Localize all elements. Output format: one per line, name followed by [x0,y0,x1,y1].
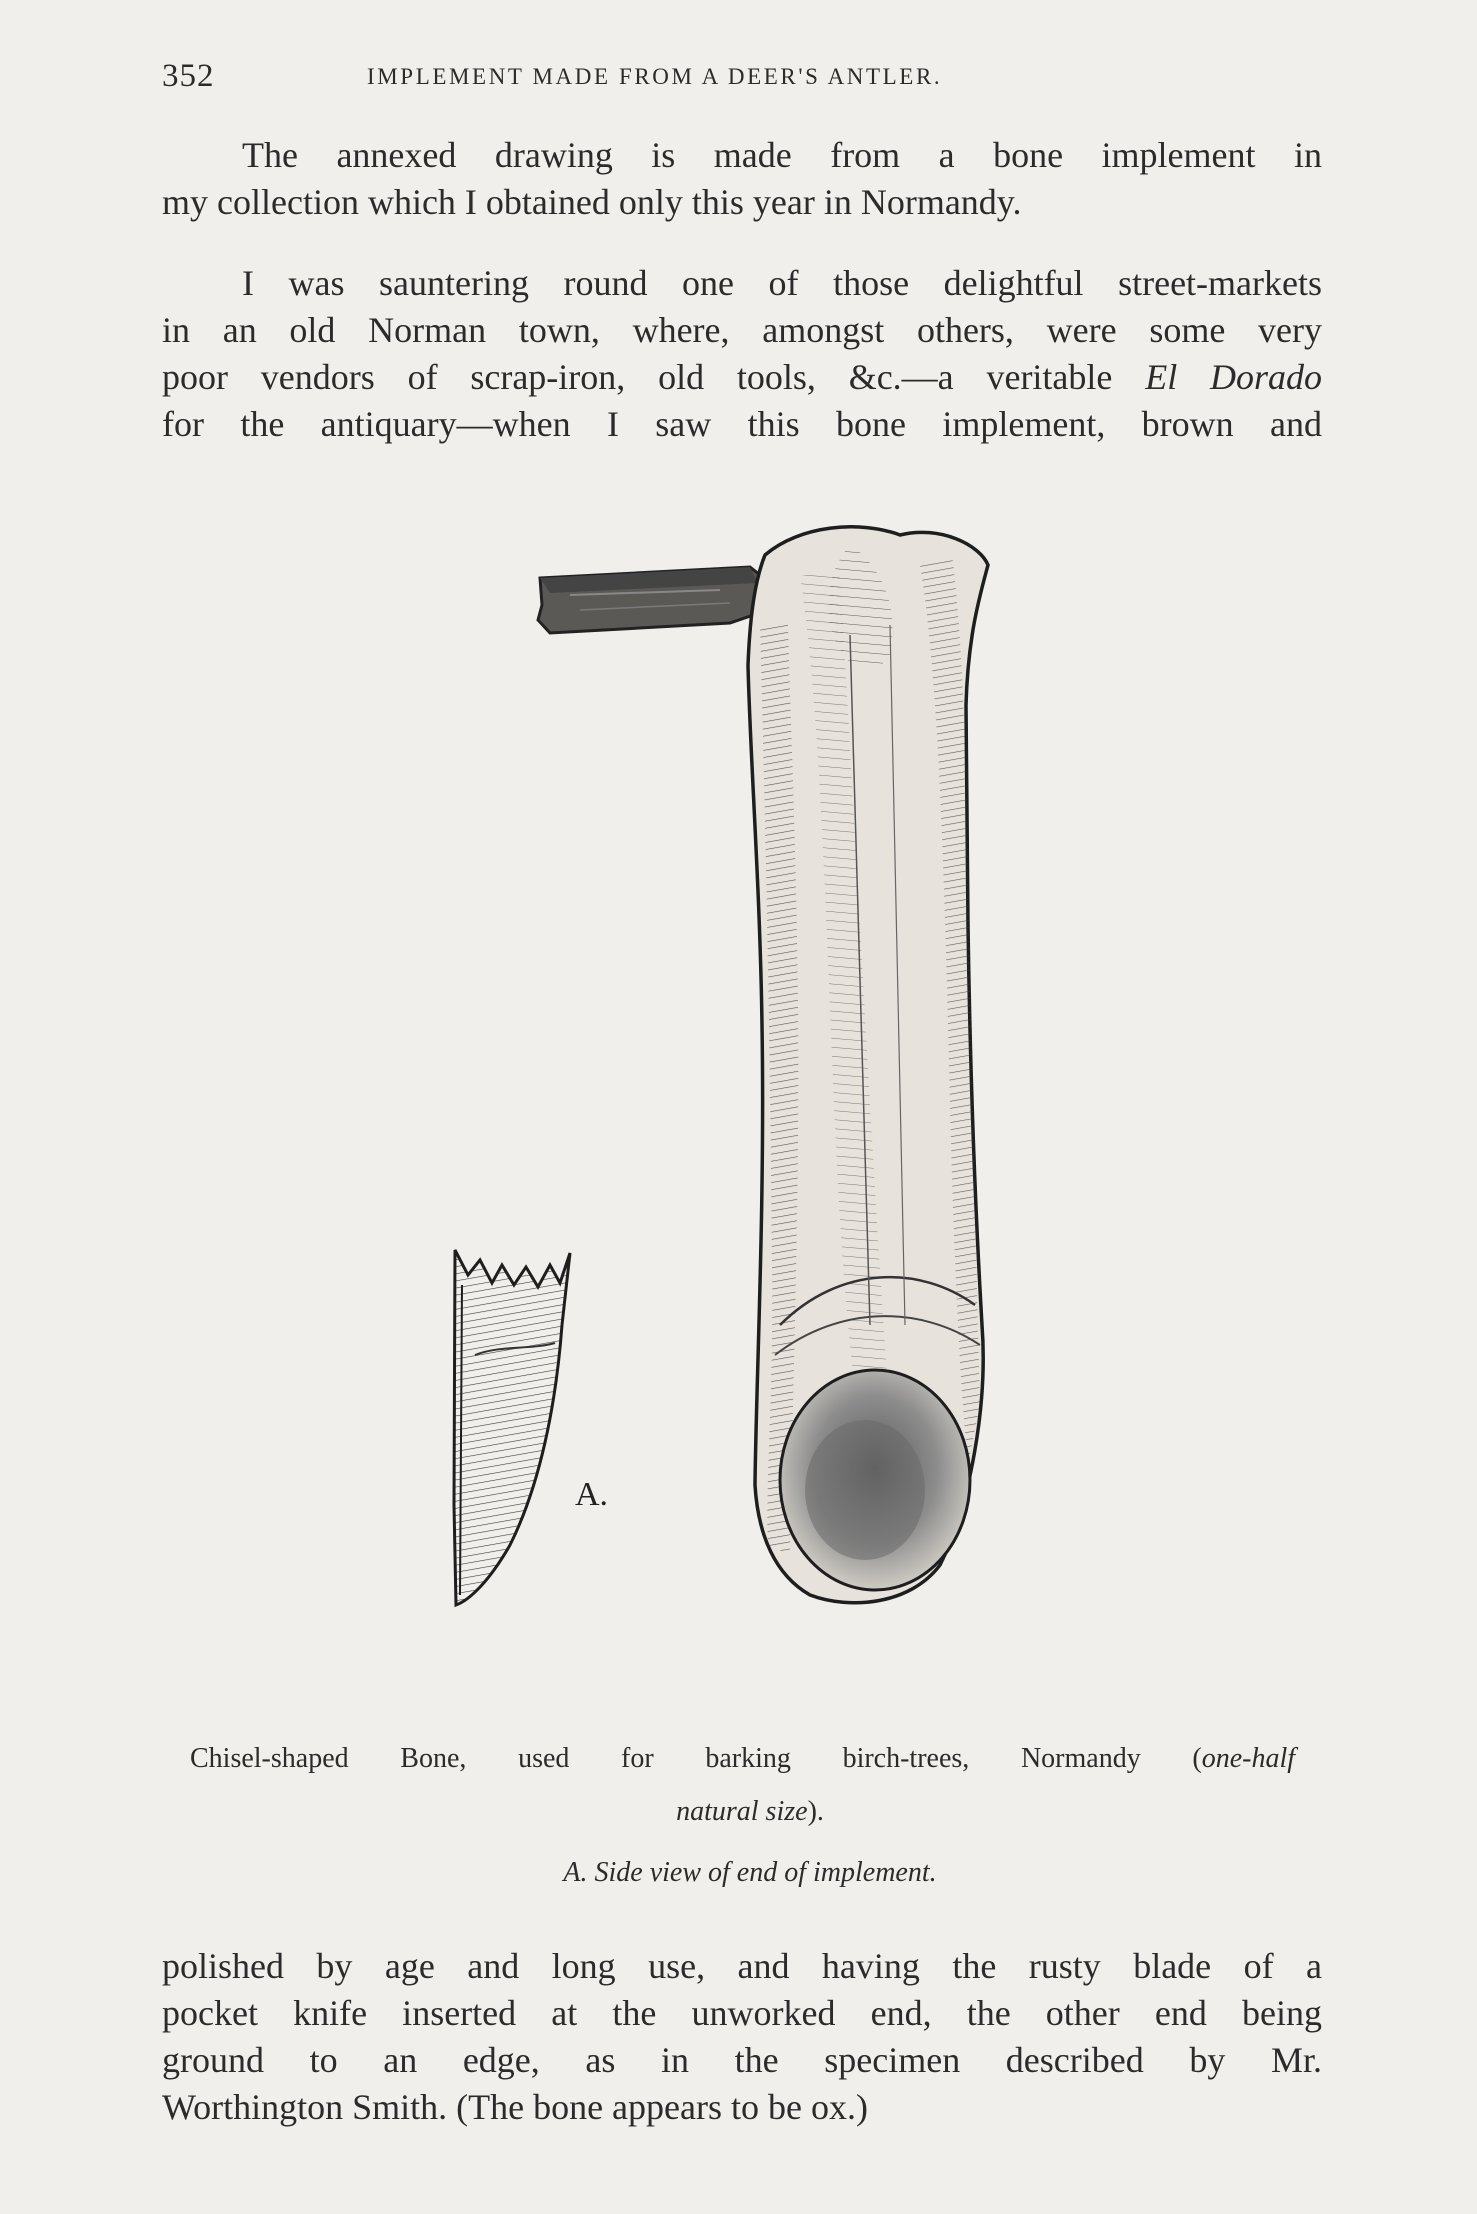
paragraph-line [162,354,1322,401]
paragraph-line: ground to an edge, as in the specimen described by Mr. [162,2040,1322,2080]
paragraph-line: The annexed drawing is made from a bone implement in [242,135,1322,175]
caption-italic: Side view of end of implement. [587,1857,937,1888]
paragraph-line: I was sauntering round one of those delightful street-markets [242,263,1322,303]
paragraph-line: in an old Norman town, where, amongst others, were some very [162,310,1322,350]
italic-term: El Dorado [1145,357,1323,397]
bone-implement-illustration [420,505,1080,1695]
running-title: IMPLEMENT MADE FROM A DEER'S ANTLER. [367,64,943,89]
paragraph-3 [162,1943,1322,2131]
paragraph-line: my collection which I obtained only this year in Normandy. [162,182,1022,222]
paragraph-1 [162,132,1322,226]
caption-italic: natural size [676,1796,808,1827]
paragraph-line: polished by age and long use, and having the rusty blade of a [162,1946,1322,1986]
running-head [162,58,1322,98]
page-number: 352 [162,58,215,94]
bone-worked-end [780,1370,970,1590]
side-view-a [454,1250,570,1605]
caption-text: Chisel-shaped Bone, used for barking birch-trees, Normandy ( [190,1743,1202,1774]
caption-label: A. [563,1857,588,1888]
caption-italic: one-half [1201,1743,1295,1774]
knife-blade [538,567,768,633]
paragraph-line: for the antiquary—when I saw this bone implement, brown and [162,404,1322,444]
paragraph-text: poor vendors of scrap-iron, old tools, &c.—a veritable [162,357,1146,397]
paragraph-line: Worthington Smith. (The bone appears to be ox.) [162,2087,868,2127]
caption-text: ). [807,1796,824,1827]
figure-caption-line-3 [170,1857,1330,1889]
figure-label-a: A. [575,1476,609,1513]
paragraph-2 [162,260,1322,448]
paragraph-line: pocket knife inserted at the unworked end, the other end being [162,1993,1322,2033]
figure-caption-line-2 [170,1796,1330,1828]
figure-caption-line-1 [190,1743,1295,1775]
